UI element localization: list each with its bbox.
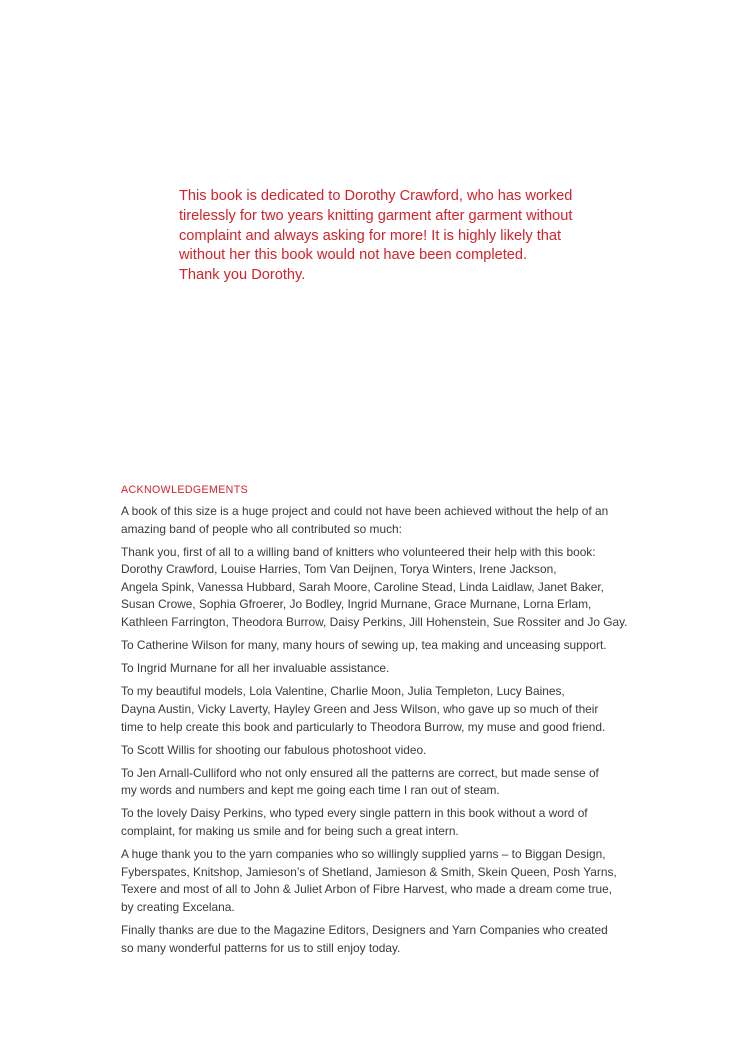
acknowledgements-heading: ACKNOWLEDGEMENTS: [121, 484, 249, 496]
ack-paragraph-daisy: To the lovely Daisy Perkins, who typed every single pattern in this book without a word of complaint, for making us smile and for being such a great intern.: [121, 806, 588, 838]
acknowledgements-section: [121, 482, 641, 963]
ack-paragraph-models: To my beautiful models, Lola Valentine, Charlie Moon, Julia Templeton, Lucy Baines, Dayna Austin, Vicky Laverty, Hayley Green and Jess Wilson, who gave up so much of their time to help create this book and particularly to Theodora Burrow, my muse and good friend.: [121, 684, 606, 734]
ack-paragraph-scott: To Scott Willis for shooting our fabulous photoshoot video.: [121, 742, 427, 757]
ack-paragraph-intro: A book of this size is a huge project and could not have been achieved without the help of an amazing band of people who all contributed so much:: [121, 504, 609, 536]
ack-paragraph-catherine: To Catherine Wilson for many, many hours of sewing up, tea making and unceasing support.: [121, 638, 607, 653]
ack-paragraph-final: Finally thanks are due to the Magazine Editors, Designers and Yarn Companies who created so many wonderful patterns for us to still enjoy today.: [121, 922, 608, 955]
dedication-text: This book is dedicated to Dorothy Crawford, who has worked tirelessly for two years knitting garment after garment without complaint and always asking for more! It is highly likely that without her this book would not have been completed. Thank you Dorothy.: [179, 188, 573, 284]
ack-paragraph-jen: To Jen Arnall-Culliford who not only ensured all the patterns are correct, but made sense of my words and numbers and kept me going each time I ran out of steam.: [121, 765, 599, 798]
ack-paragraph-ingrid: To Ingrid Murnane for all her invaluable assistance.: [121, 661, 390, 676]
ack-paragraph-yarn-companies: A huge thank you to the yarn companies who so willingly supplied yarns – to Biggan Design, Fyberspates, Knitshop, Jamieson’s of Shetland, Jamieson & Smith, Skein Queen, Posh Yarns, Texere and most of all to John & Juliet Arbon of Fibre Harvest, who made a dream come true, by creating Excelana.: [121, 847, 617, 914]
dedication-block: [179, 187, 599, 286]
ack-paragraph-knitters: Thank you, first of all to a willing band of knitters who volunteered their help with this book: Dorothy Crawford, Louise Harries, Tom Van Deijnen, Torya Winters, Irene Jackson, Angela Spink, Vanessa Hubbard, Sarah Moore, Caroline Stead, Linda Laidlaw, Janet Baker, Susan Crowe, Sophia Gfroerer, Jo Bodley, Ingrid Murnane, Grace Murnane, Lorna Erlam, Kathleen Farrington, Theodora Burrow, Daisy Perkins, Jill Hohenstein, Sue Rossiter and Jo Gay.: [121, 544, 628, 630]
